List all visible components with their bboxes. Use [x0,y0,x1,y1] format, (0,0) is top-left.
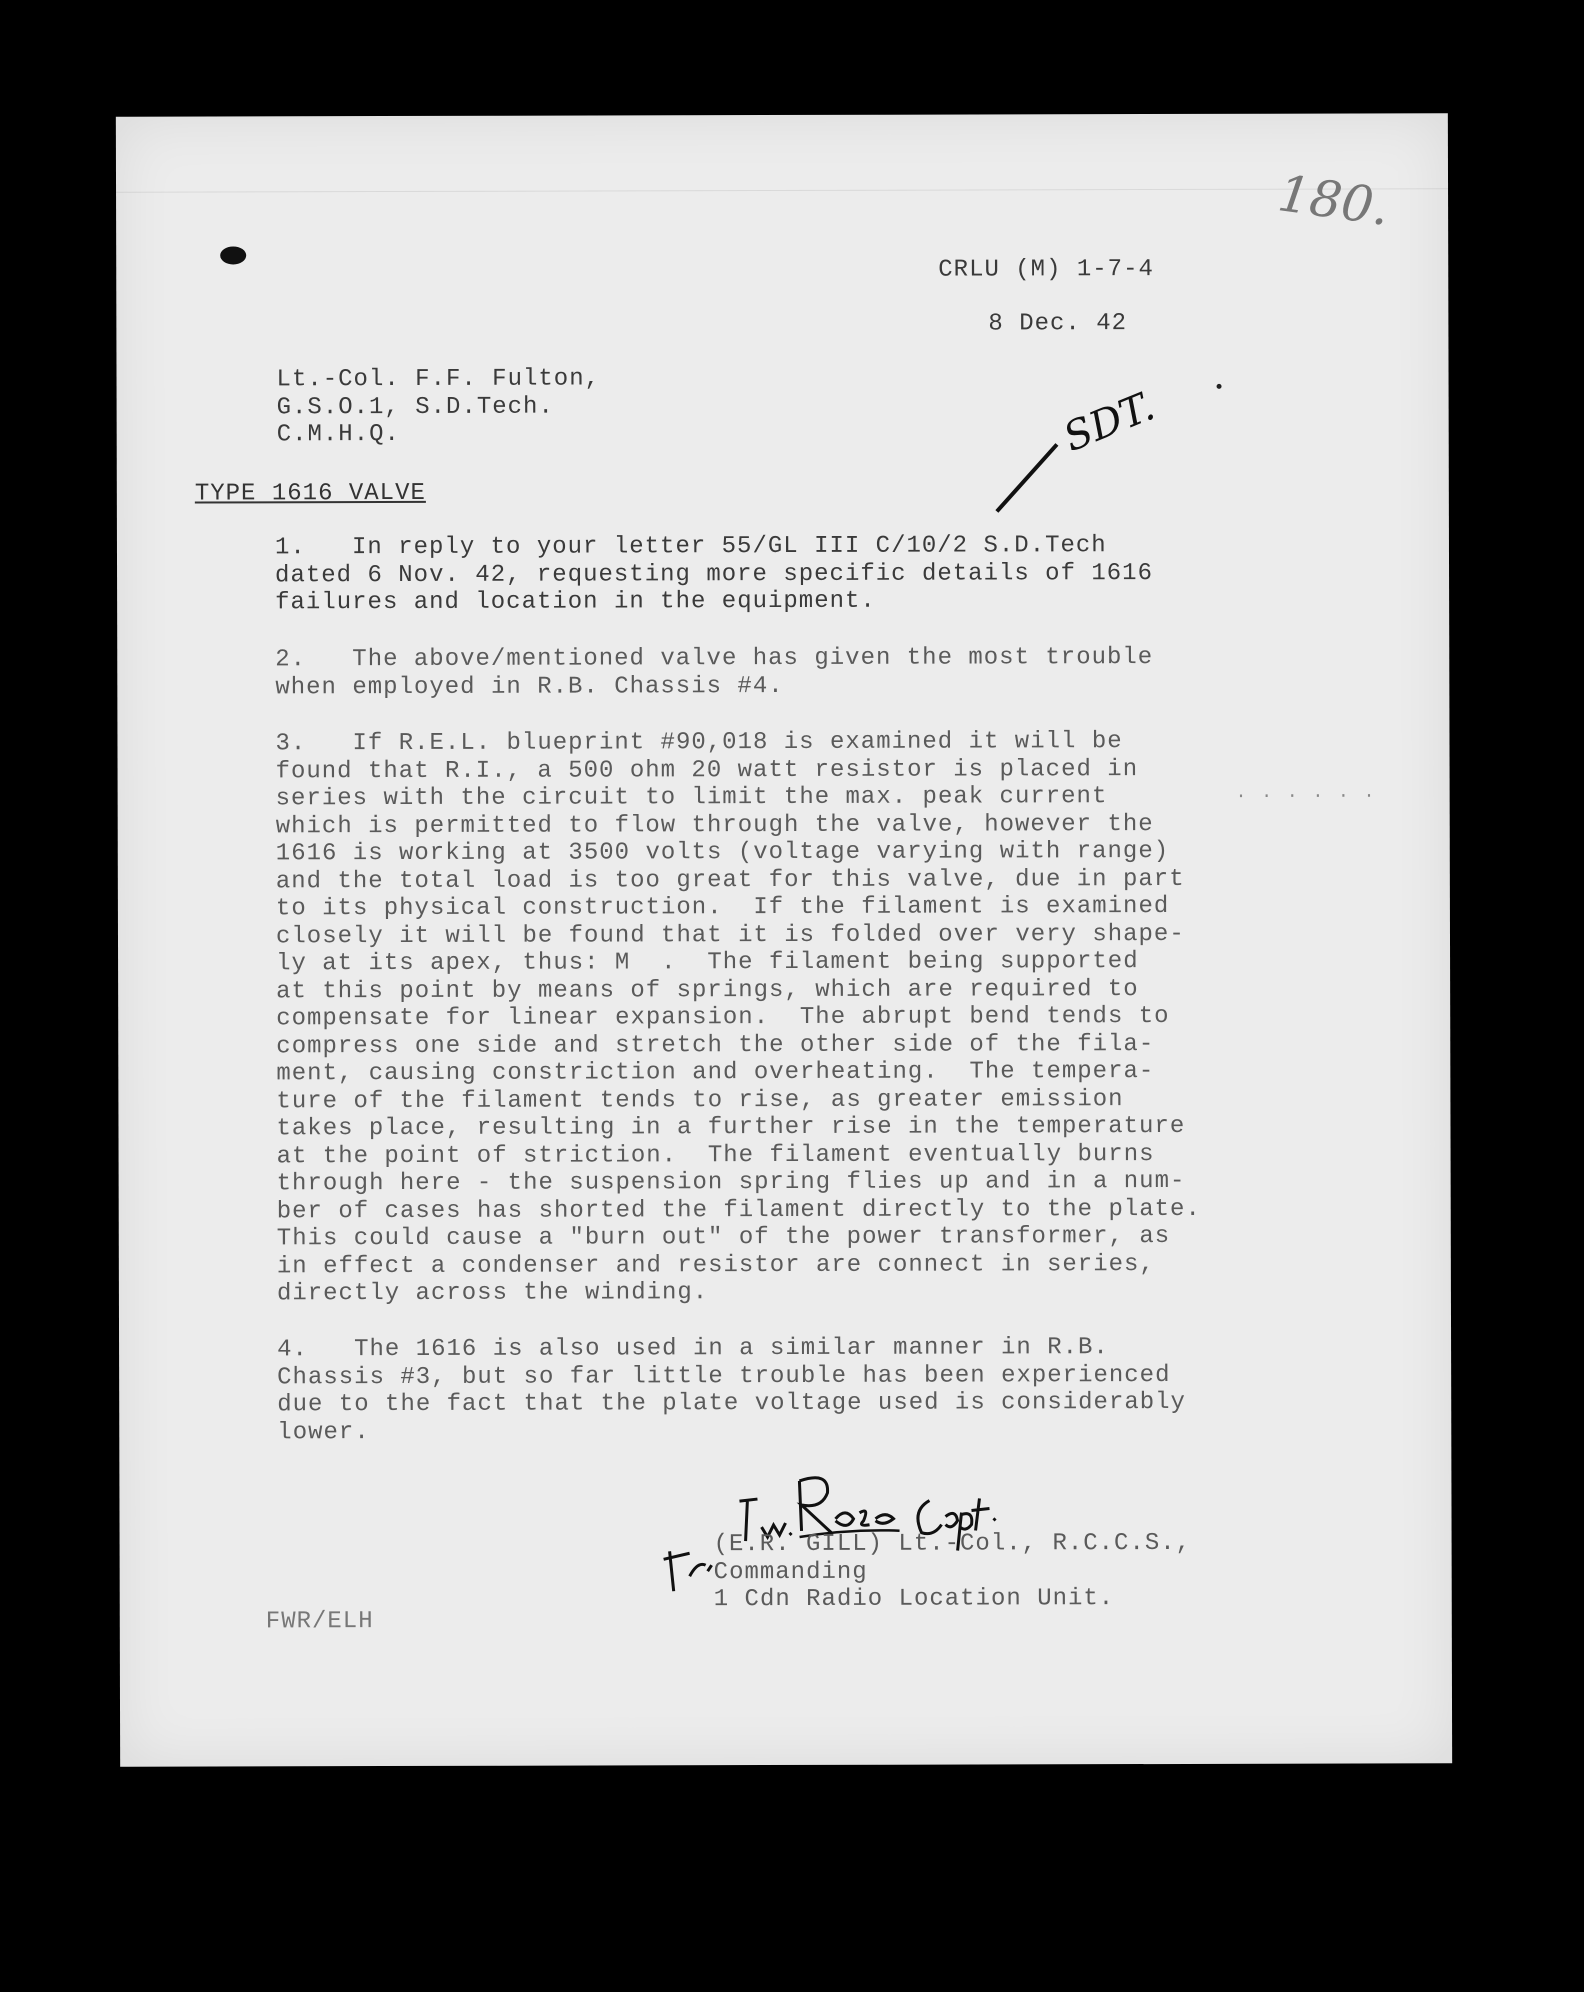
folio-number: 180. [1274,164,1393,237]
recipient-line-2: G.S.O.1, S.D.Tech. [276,393,554,421]
paragraph-4: 4. The 1616 is also used in a similar manner in R.B. Chassis #3, but so far little trouble has been experienced due to the fact that the plate voltage used is considerably lower. [277,1334,1186,1446]
punch-hole [220,246,246,264]
signatory-unit: 1 Cdn Radio Location Unit. [713,1585,1115,1614]
recipient-line-1: Lt.-Col. F.F. Fulton, [276,365,601,394]
handwritten-slash [995,443,1058,513]
paragraph-2: 2. The above/mentioned valve has given the most trouble when employed in R.B. Chassis #4. [275,644,1154,701]
typist-initials: FWR/ELH [265,1608,374,1636]
reference-number: CRLU (M) 1-7-4 [938,256,1154,284]
pen-dot [1217,384,1222,389]
recipient-address [276,365,600,448]
subject-line: TYPE 1616 VALVE [194,479,426,508]
signature-block [714,1530,1192,1614]
paragraph-1: 1. In reply to your letter 55/GL III C/10/2 S.D.Tech dated 6 Nov. 42, requesting more specific details of 1616 failures and location in the equipment. [274,532,1154,617]
signatory-title: Commanding [713,1558,868,1586]
letter-date: 8 Dec. 42 [988,310,1128,338]
fold-line [116,188,1448,192]
stray-dots: · · · · · · [1235,786,1377,807]
signatory-name: (E.R. GILL) Lt.-Col., R.C.C.S., [713,1529,1192,1559]
handwritten-routing-note: SDT. [1057,383,1161,461]
document-page [116,113,1452,1766]
recipient-line-3: C.M.H.Q. [276,421,400,449]
paragraph-3: 3. If R.E.L. blueprint #90,018 is examined it will be found that R.I., a 500 ohm 20 watt resistor is placed in series with the circuit to limit the max. peak current which is permitted to flow through the valve, however the 1616 is working at 3500 volts (voltage varying with range) and the total load is too great for this valve, due in part to its physical construction. If the filament is examined closely it will be found that it is folded over very shape- ly at its apex, thus: M . The filament being supported at this point by means of springs, which are required to compensate for linear expansion. The abrupt bend tends to compress one side and stretch the other side of the fila- ment, causing constriction and overheating. The tempera- ture of the filament tends to rise, as greater emission takes place, resulting in a further rise in the temperature at the point of striction. The filament eventually burns through here - the suspension spring flies up and in a num- ber of cases has shorted the filament directly to the plate. This could cause a "burn out" of the power transformer, as in effect a condenser and resistor are connect in series, directly across the winding. [275,728,1201,1308]
